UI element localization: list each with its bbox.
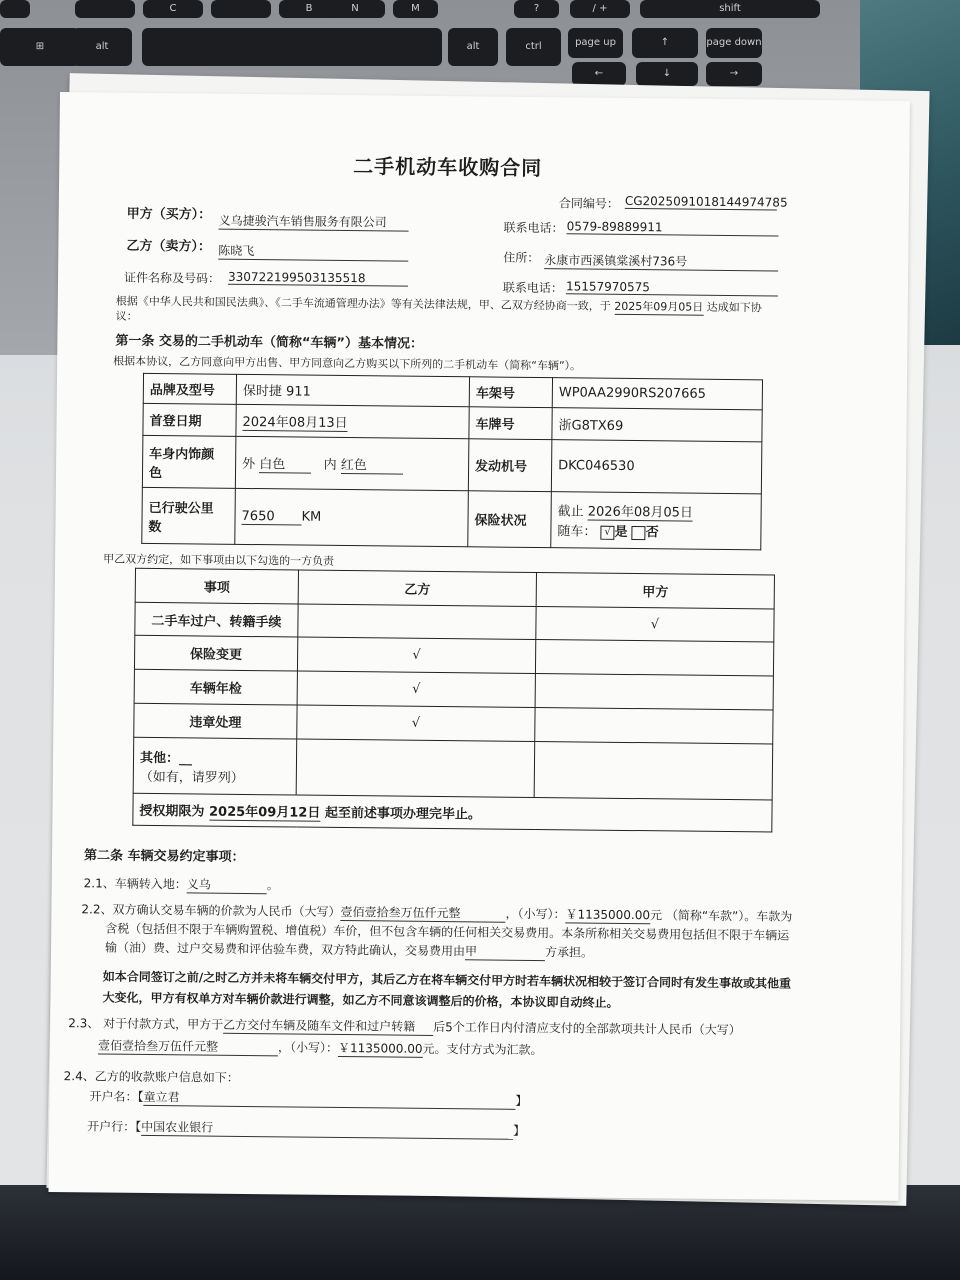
resp-party-b-mark: √ bbox=[297, 637, 535, 673]
insurance-cell: 截止 2026年08月05日 随车： √ 是 否 bbox=[551, 492, 762, 550]
account-name: 童立君 bbox=[143, 1088, 515, 1110]
resp-party-b-mark: √ bbox=[297, 705, 535, 741]
key-ctrl[interactable]: ctrl bbox=[506, 28, 561, 66]
payment-uppercase: 壹佰壹拾叁万伍仟元整 bbox=[98, 1036, 278, 1056]
key-slash[interactable]: / + bbox=[570, 0, 630, 18]
article-1-intro: 根据本协议，乙方同意向甲方出售、甲方同意向乙方购买以下所列的二手机动车（简称“车辆”）。 bbox=[113, 354, 582, 373]
plate-value: 浙G8TX69 bbox=[552, 408, 762, 442]
price-lowercase: ￥1135000.00 bbox=[565, 907, 651, 923]
reg-date-value: 2024年08月13日 bbox=[242, 410, 347, 431]
color-cell: 外 白色 内 红色 bbox=[235, 436, 469, 490]
resp-item: 二手车过户、转籍手续 bbox=[135, 602, 298, 637]
insurance-label: 保险状况 bbox=[468, 491, 552, 548]
exterior-color: 白色 bbox=[259, 453, 311, 474]
price-uppercase: 壹佰壹拾叁万伍仟元整 bbox=[340, 903, 505, 923]
responsibility-intro: 甲乙双方约定，如下事项由以下勾选的一方负责 bbox=[103, 552, 335, 568]
reg-date-label: 首登日期 bbox=[143, 403, 236, 436]
mileage-value: 7650 bbox=[241, 508, 301, 525]
interior-color: 红色 bbox=[341, 453, 403, 474]
party-b-label: 乙方（卖方）： bbox=[126, 238, 211, 255]
vehicle-info-table bbox=[141, 373, 763, 550]
clause-2-1: 2.1、车辆转入地：义乌 。 bbox=[83, 876, 279, 893]
key-x[interactable] bbox=[75, 0, 135, 18]
id-doc-value: 330722199503135518 bbox=[228, 270, 408, 287]
authorization-row: 授权期限为 2025年09月12日 起至前述事项办理完毕止。 bbox=[133, 793, 772, 832]
party-b-address: 永康市西溪镇棠溪村736号 bbox=[544, 251, 778, 271]
document-title: 二手机动车收购合同 bbox=[353, 154, 543, 181]
resp-party-a-mark bbox=[535, 674, 773, 710]
party-a-phone: 0579-89889911 bbox=[567, 219, 779, 236]
resp-header-party-a: 甲方 bbox=[536, 573, 774, 609]
party-b-phone: 15157970575 bbox=[566, 279, 778, 296]
id-doc-label: 证件名称及号码： bbox=[123, 270, 221, 286]
color-label: 车身内饰颜 色 bbox=[142, 435, 236, 488]
preamble-text: 根据《中华人民共和国民法典》、《二手车流通管理办法》等有关法律法规，甲、乙双方经协商一致，于 2025年09月05日 达成如下协 bbox=[115, 294, 762, 315]
key-b[interactable]: B bbox=[279, 0, 339, 18]
key-z[interactable] bbox=[0, 0, 30, 18]
party-a-label: 甲方（买方）： bbox=[126, 206, 212, 223]
arrow-down-key-icon[interactable]: ↓ bbox=[636, 62, 698, 86]
arrow-up-key-icon[interactable]: ↑ bbox=[632, 28, 698, 58]
windows-key-icon[interactable]: ⊞ bbox=[0, 28, 80, 66]
payment-lowercase: ￥1135000.00 bbox=[337, 1040, 423, 1056]
resp-party-a-mark bbox=[535, 708, 773, 744]
clause-2-3: 2.3、 对于付款方式，甲方于乙方交付车辆及随车文件和过户转籍 后5个工作日内付清应支付的全部款项共计人民币（大写） bbox=[68, 1016, 741, 1038]
party-a-phone-label: 联系电话： bbox=[503, 220, 564, 236]
resp-item: 车辆年检 bbox=[134, 669, 297, 705]
contract-no-label: 合同编号： bbox=[558, 196, 619, 211]
brand-label: 品牌及型号 bbox=[143, 373, 236, 404]
payment-condition: 乙方交付车辆及随车文件和过户转籍 bbox=[223, 1016, 433, 1036]
party-a-value: 义乌捷骏汽车销售服务有限公司 bbox=[219, 212, 409, 232]
insurance-no-checkbox bbox=[632, 526, 646, 540]
contract-no-value: CG2025091018144974785 bbox=[624, 193, 788, 210]
adjustment-clause-line2: 大变化，甲方有权单方对车辆价款进行调整，如乙方不同意该调整后的价格，本协议即自动终止。 bbox=[102, 990, 619, 1010]
responsibility-table bbox=[132, 568, 775, 833]
clause-2-2-line2: 含税（包括但不限于车辆购置税、增值税）车价，但不包含车辆的任何相关交易费用。本条所称相关交易费用包括但不限于车辆运 bbox=[105, 921, 790, 943]
account-name-row: 开户名：【童立君 】 bbox=[89, 1089, 528, 1108]
clause-2-2: 2.2、双方确认交易车辆的价款为人民币（大写）壹佰壹拾叁万伍仟元整 ，（小写）：￥1135000.00元 （简称“车款”）。车款为 bbox=[81, 902, 793, 924]
resp-other-party-a bbox=[534, 742, 773, 800]
key-alt-right[interactable]: alt bbox=[448, 28, 498, 66]
article-2-heading: 第二条 车辆交易约定事项： bbox=[83, 848, 245, 865]
insurance-yes-checkbox: √ bbox=[601, 525, 615, 539]
key-m[interactable]: M bbox=[393, 0, 438, 18]
clause-2-4: 2.4、乙方的收款账户信息如下： bbox=[63, 1069, 239, 1085]
fee-payer: 甲 bbox=[465, 942, 545, 961]
authorization-date: 2025年09月12日 bbox=[209, 800, 321, 821]
brand-value: 保时捷 911 bbox=[236, 374, 469, 406]
key-c[interactable]: C bbox=[143, 0, 203, 18]
article-1-heading: 第一条 交易的二手机动车（简称“车辆”）基本情况： bbox=[115, 333, 424, 352]
insurance-until: 2026年08月05日 bbox=[588, 501, 693, 522]
preamble-text-end: 议： bbox=[115, 309, 138, 323]
resp-party-a-mark bbox=[535, 640, 773, 676]
resp-party-b-mark: √ bbox=[297, 671, 535, 707]
vin-value: WP0AA2990RS207665 bbox=[552, 378, 762, 410]
vin-label: 车架号 bbox=[469, 377, 552, 408]
resp-header-party-b: 乙方 bbox=[298, 570, 536, 606]
engine-label: 发动机号 bbox=[468, 439, 552, 492]
engine-value: DKC046530 bbox=[551, 440, 762, 494]
arrow-left-key-icon[interactable]: ← bbox=[572, 62, 626, 86]
resp-party-b-mark bbox=[298, 604, 536, 639]
transfer-destination: 义乌 bbox=[187, 875, 267, 894]
resp-party-a-mark: √ bbox=[536, 607, 774, 642]
clause-2-3-line2: 壹佰壹拾叁万伍仟元整 ，（小写）：￥1135000.00元。支付方式为汇款。 bbox=[97, 1038, 543, 1058]
resp-other-party-b bbox=[296, 739, 535, 797]
resp-item: 保险变更 bbox=[134, 635, 297, 671]
mileage-label: 已行驶公里 数 bbox=[142, 487, 236, 544]
mileage-cell: 7650 KM bbox=[235, 488, 469, 546]
party-b-phone-label: 联系电话： bbox=[502, 280, 564, 296]
clause-2-2-line3: 输（油）费、过户交易费和评估验车费，双方特此确认，交易费用由甲 方承担。 bbox=[104, 940, 594, 960]
key-n[interactable]: N bbox=[325, 0, 385, 18]
key-alt-left[interactable]: alt bbox=[72, 28, 132, 66]
key-page-up[interactable]: page up bbox=[568, 28, 623, 58]
adjustment-clause-line1: 如本合同签订之前/之时乙方并未将车辆交付甲方，其后乙方在将车辆交付甲方时若车辆状况相较于签订合同时有发生事故或其他重 bbox=[102, 969, 792, 991]
key-v[interactable] bbox=[211, 0, 271, 18]
key-space[interactable] bbox=[142, 28, 442, 66]
resp-other-cell: 其他：__ （如有，请罗列） bbox=[133, 737, 297, 795]
resp-item: 违章处理 bbox=[134, 703, 297, 739]
party-b-address-label: 住所： bbox=[503, 250, 540, 266]
reg-date-cell bbox=[236, 404, 469, 438]
contract-page bbox=[48, 92, 909, 1201]
key-shift[interactable]: shift bbox=[640, 0, 820, 18]
key-question[interactable]: ? bbox=[514, 0, 559, 18]
resp-header-item: 事项 bbox=[135, 568, 298, 604]
party-b-value: 陈晓飞 bbox=[218, 242, 408, 262]
bank-row: 开户行：【中国农业银行 】 bbox=[87, 1119, 526, 1138]
arrow-right-key-icon[interactable]: → bbox=[706, 62, 762, 86]
key-page-down[interactable]: page down bbox=[706, 28, 762, 58]
bank-name: 中国农业银行 bbox=[141, 1118, 513, 1140]
plate-label: 车牌号 bbox=[469, 407, 552, 440]
